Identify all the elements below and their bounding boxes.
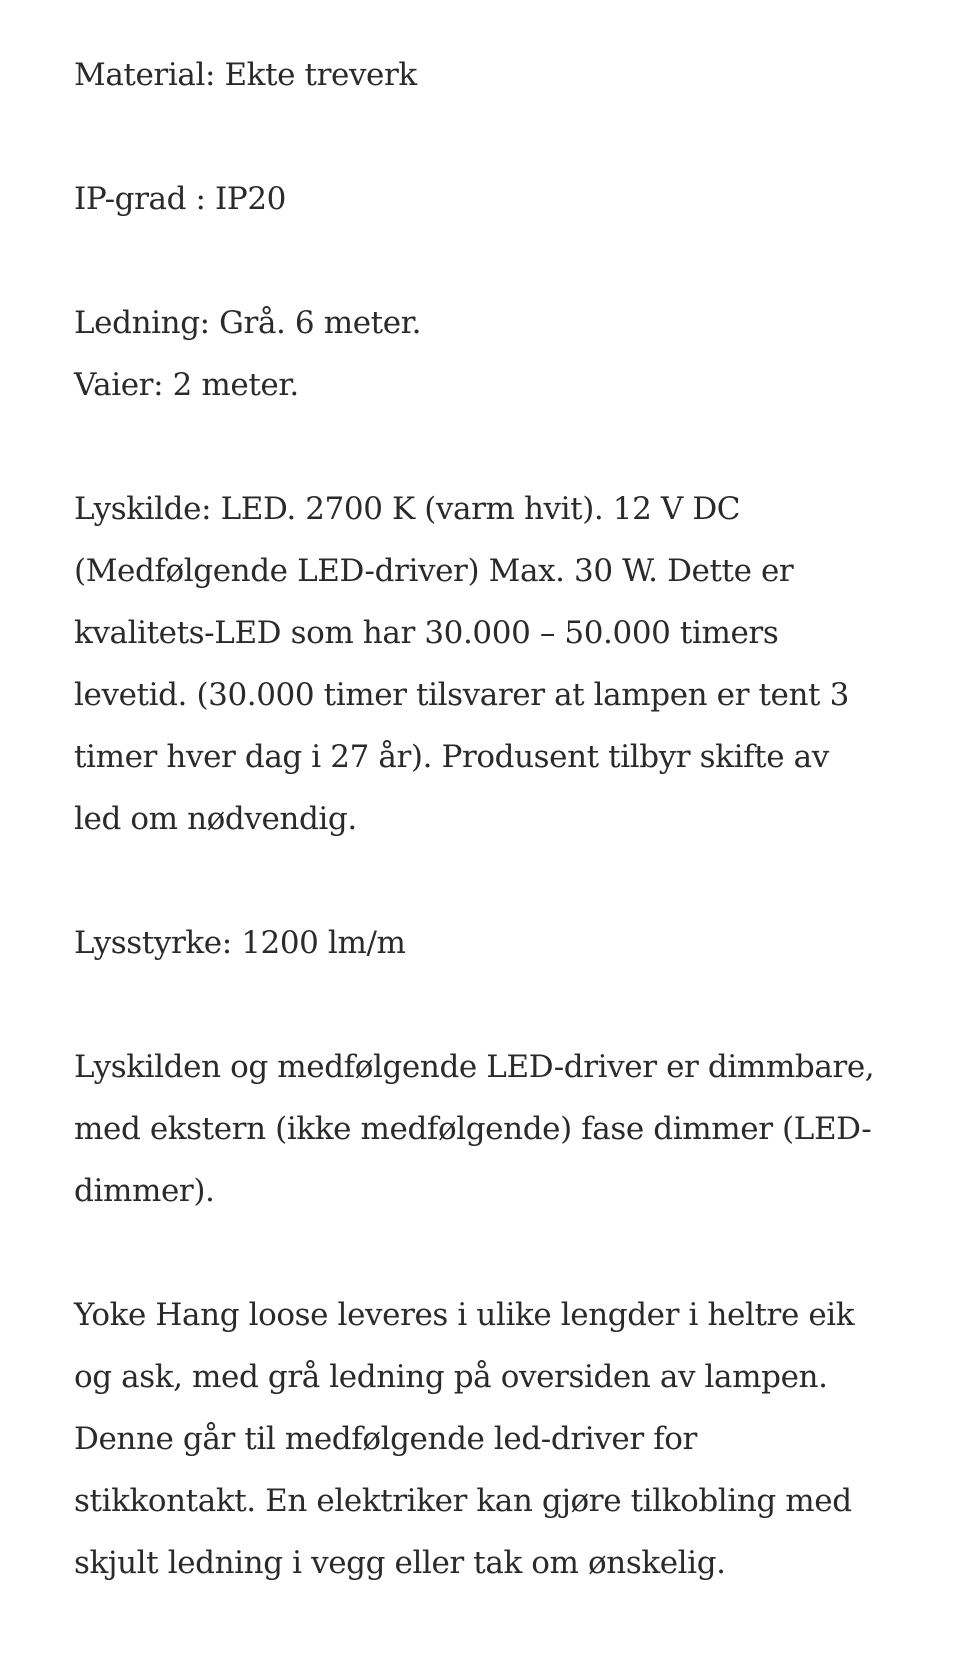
text-line: Lyskilden og medfølgende LED-driver er dimmbare, [74,1049,875,1085]
text-line: og ask, med grå ledning på oversiden av lampen. [74,1359,828,1395]
paragraph-light-source [74,478,904,850]
text-line: levetid. (30.000 timer tilsvarer at lampen er tent 3 [74,677,849,713]
paragraph-material [74,44,904,106]
text-line: dimmer). [74,1173,215,1209]
wire-text: Vaier: 2 meter. [74,367,299,403]
text-line: skjult ledning i vegg eller tak om ønskelig. [74,1545,726,1581]
cable-text: Ledning: Grå. 6 meter. [74,305,422,341]
text-line: med ekstern (ikke medfølgende) fase dimmer (LED- [74,1111,872,1147]
text-line: stikkontakt. En elektriker kan gjøre tilkobling med [74,1483,852,1519]
paragraph-variants [74,1284,904,1594]
paragraph-cable [74,292,904,416]
paragraph-dimming [74,1036,904,1222]
text-line: Denne går til medfølgende led-driver for [74,1421,697,1457]
material-text: Material: Ekte treverk [74,57,417,93]
text-line: Lyskilde: LED. 2700 K (varm hvit). 12 V DC [74,491,741,527]
text-line: kvalitets-LED som har 30.000 – 50.000 timers [74,615,779,651]
ip-rating-text: IP-grad : IP20 [74,181,286,217]
paragraph-brightness [74,912,904,974]
brightness-text: Lysstyrke: 1200 lm/m [74,925,406,961]
text-line: timer hver dag i 27 år). Produsent tilbyr skifte av [74,739,829,775]
paragraph-ip-rating [74,168,904,230]
text-line: (Medfølgende LED-driver) Max. 30 W. Dette er [74,553,794,589]
text-line: led om nødvendig. [74,801,357,837]
text-line: Yoke Hang loose leveres i ulike lengder i heltre eik [74,1297,855,1333]
product-description [74,44,904,1656]
